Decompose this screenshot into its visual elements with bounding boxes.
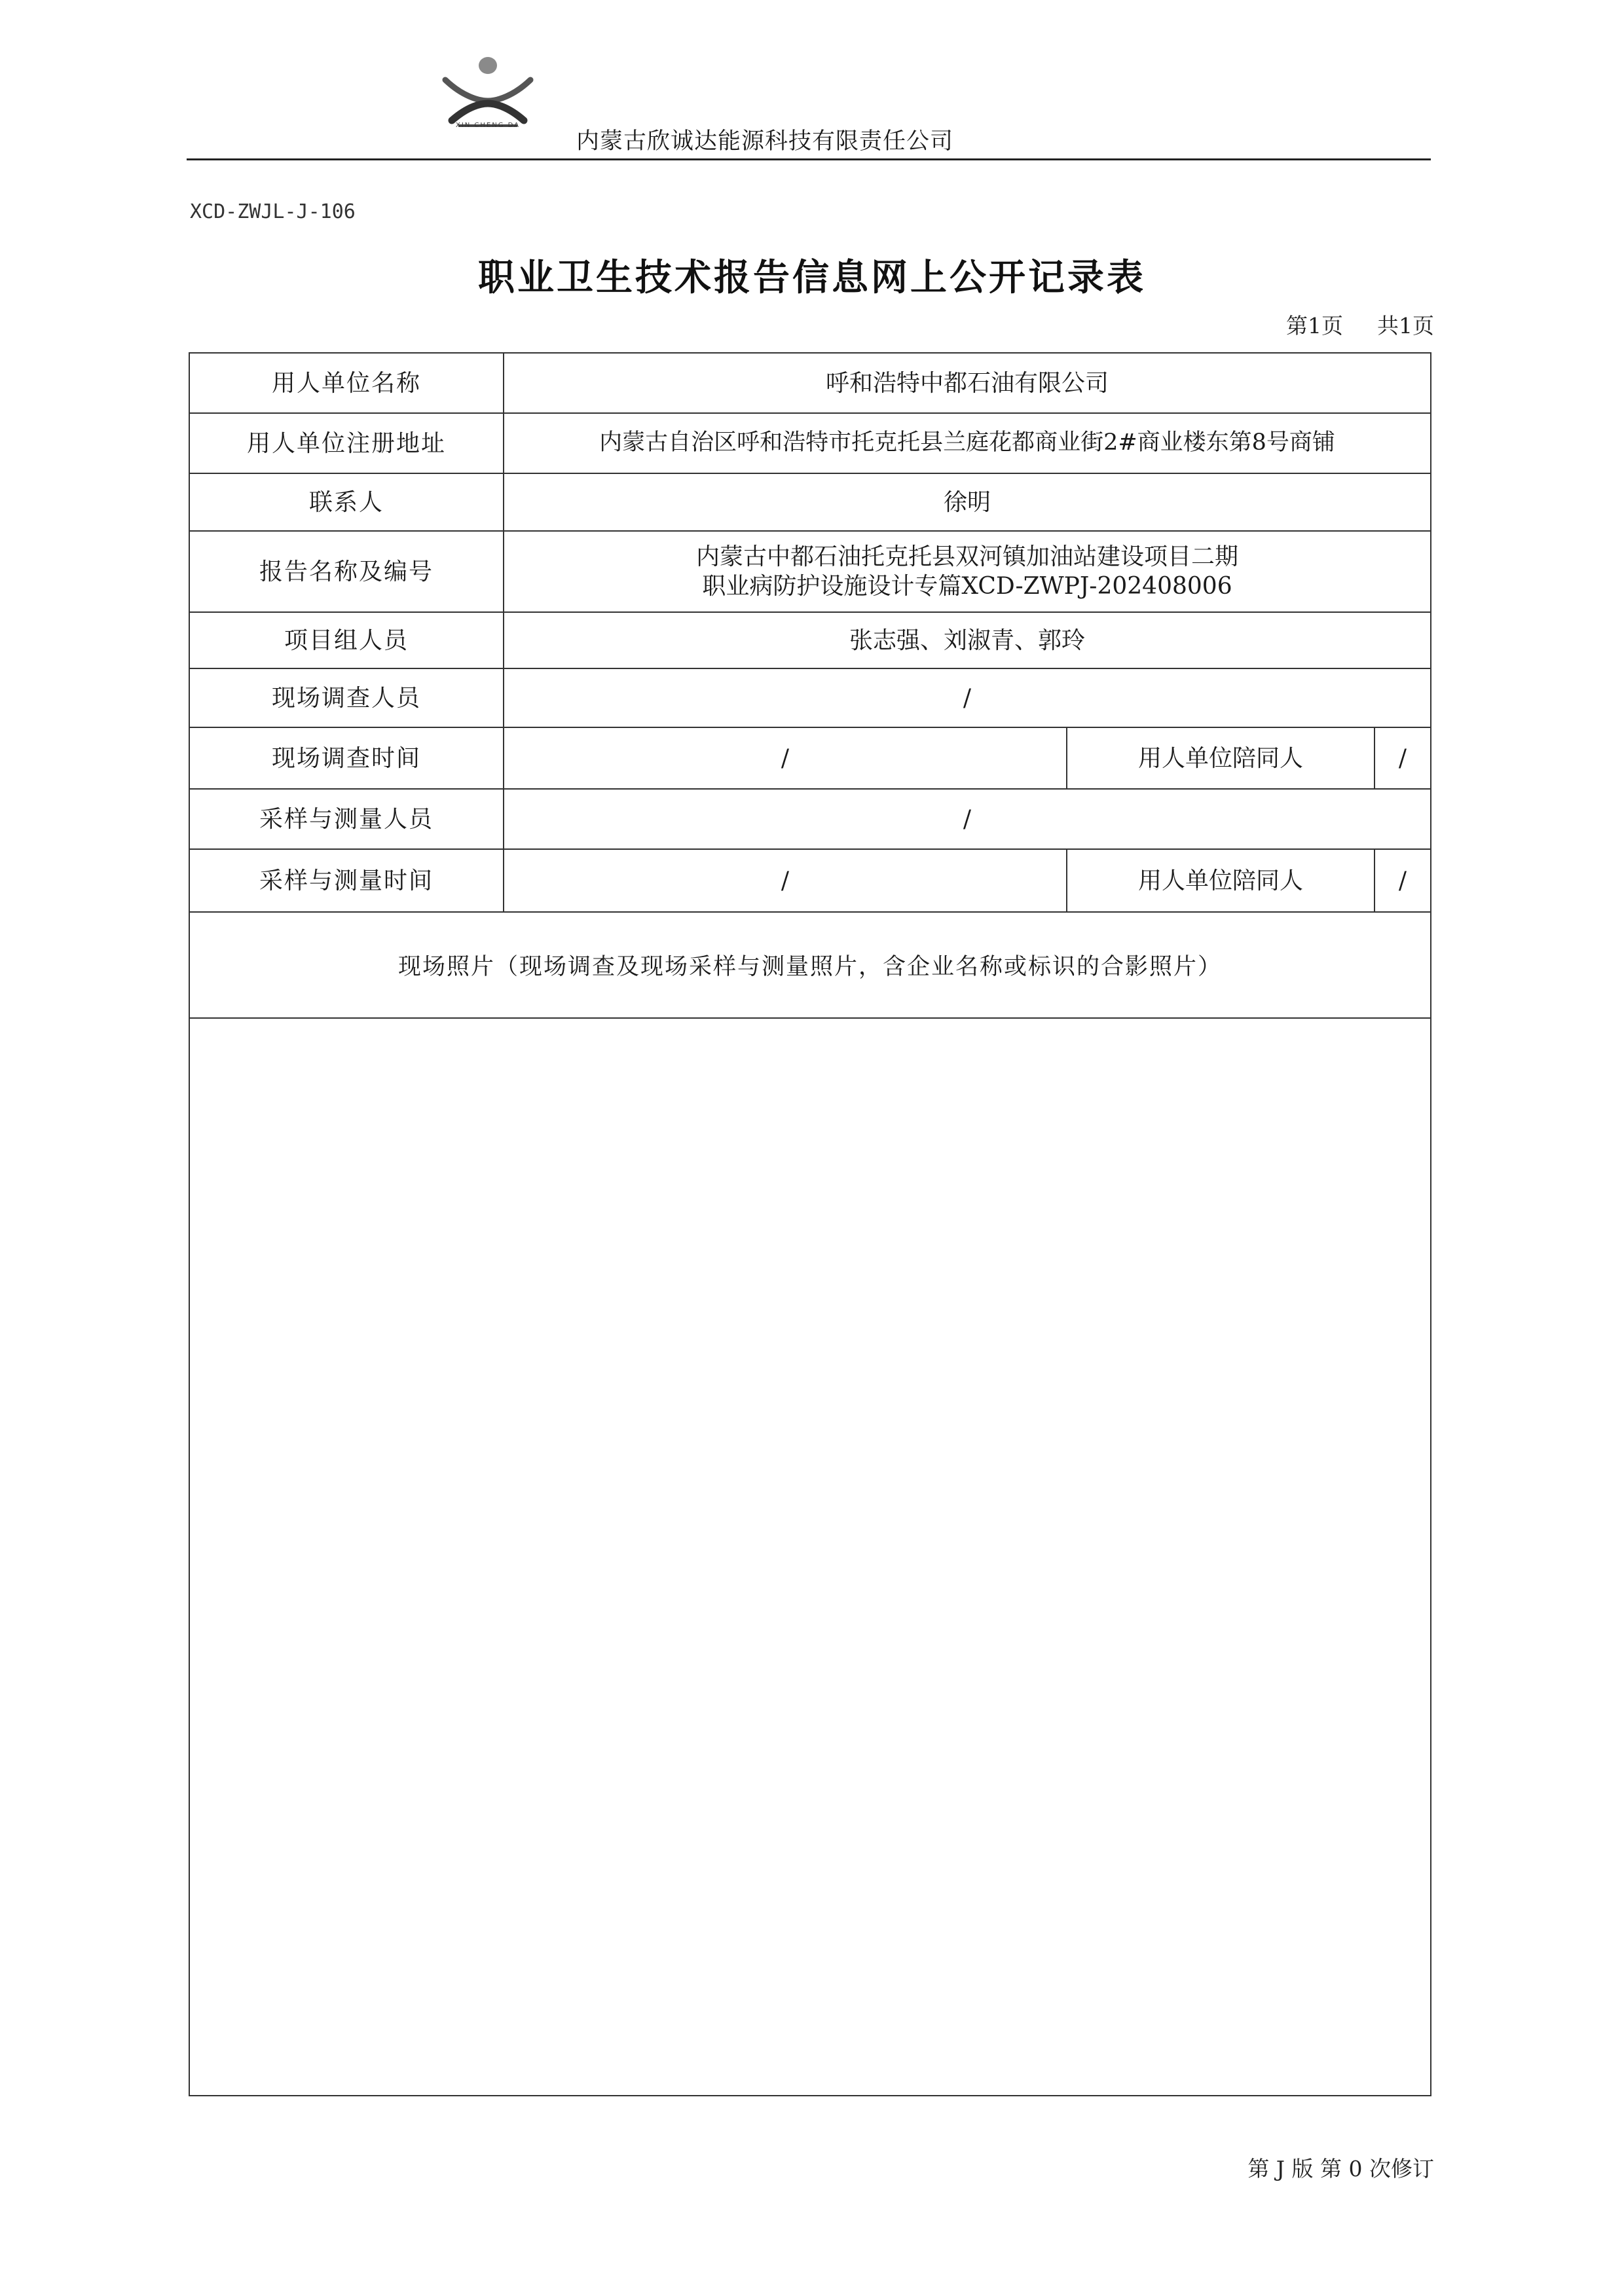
employer-name-value: 呼和浩特中都石油有限公司 (825, 369, 1109, 397)
sampling-staff-value: / (963, 805, 972, 833)
row-report (190, 532, 1430, 613)
document-title: 职业卫生技术报告信息网上公开记录表 (478, 257, 1146, 299)
page-info (1286, 309, 1434, 340)
sampling-staff-label: 采样与测量人员 (190, 790, 504, 848)
revision-info: 第 J 版 第 0 次修订 (1247, 2156, 1434, 2181)
row-contact (190, 474, 1430, 532)
survey-accompany-label: 用人单位陪同人 (1067, 728, 1375, 788)
photos-header: 现场照片（现场调查及现场采样与测量照片，含企业名称或标识的合影照片） (190, 913, 1430, 1019)
sampling-time-label: 采样与测量时间 (190, 850, 504, 911)
project-team-value: 张志强、刘淑青、郭玲 (849, 627, 1085, 654)
row-survey-staff (190, 669, 1430, 728)
document-code: XCD-ZWJL-J-106 (190, 200, 356, 223)
employer-address-label: 用人单位注册地址 (190, 414, 504, 473)
sampling-accompany-value: / (1398, 867, 1407, 894)
contact-label: 联系人 (190, 474, 504, 530)
row-employer-name (190, 354, 1430, 414)
contact-value: 徐明 (943, 488, 991, 516)
survey-accompany-value: / (1398, 744, 1407, 772)
sampling-time-value: / (504, 850, 1067, 911)
survey-time-label: 现场调查时间 (190, 728, 504, 788)
survey-staff-label: 现场调查人员 (190, 669, 504, 727)
report-value (504, 532, 1430, 611)
survey-time-value: / (504, 728, 1067, 788)
header-divider (187, 158, 1431, 160)
project-team-label: 项目组人员 (190, 613, 504, 668)
company-name: 内蒙古欣诚达能源科技有限责任公司 (576, 128, 954, 155)
logo-caption: XIN CHENG DA (455, 122, 521, 129)
employer-name-label: 用人单位名称 (190, 354, 504, 412)
row-employer-address (190, 414, 1430, 474)
report-label: 报告名称及编号 (190, 532, 504, 611)
page-total: 共1页 (1377, 313, 1434, 338)
survey-staff-value: / (963, 684, 972, 712)
report-code-line: 职业病防护设施设计专篇XCD-ZWPJ-202408006 (702, 573, 1232, 600)
row-sampling-staff (190, 790, 1430, 850)
row-project-team (190, 613, 1430, 669)
page-current: 第1页 (1286, 313, 1343, 338)
photos-area (190, 1017, 1430, 2095)
record-table (189, 352, 1431, 2096)
employer-address-value: 内蒙古自治区呼和浩特市托克托县兰庭花都商业街2#商业楼东第8号商铺 (599, 429, 1335, 456)
row-sampling-time (190, 850, 1430, 913)
row-survey-time (190, 728, 1430, 790)
report-name-line: 内蒙古中都石油托克托县双河镇加油站建设项目二期 (695, 543, 1238, 570)
sampling-accompany-label: 用人单位陪同人 (1067, 850, 1375, 911)
